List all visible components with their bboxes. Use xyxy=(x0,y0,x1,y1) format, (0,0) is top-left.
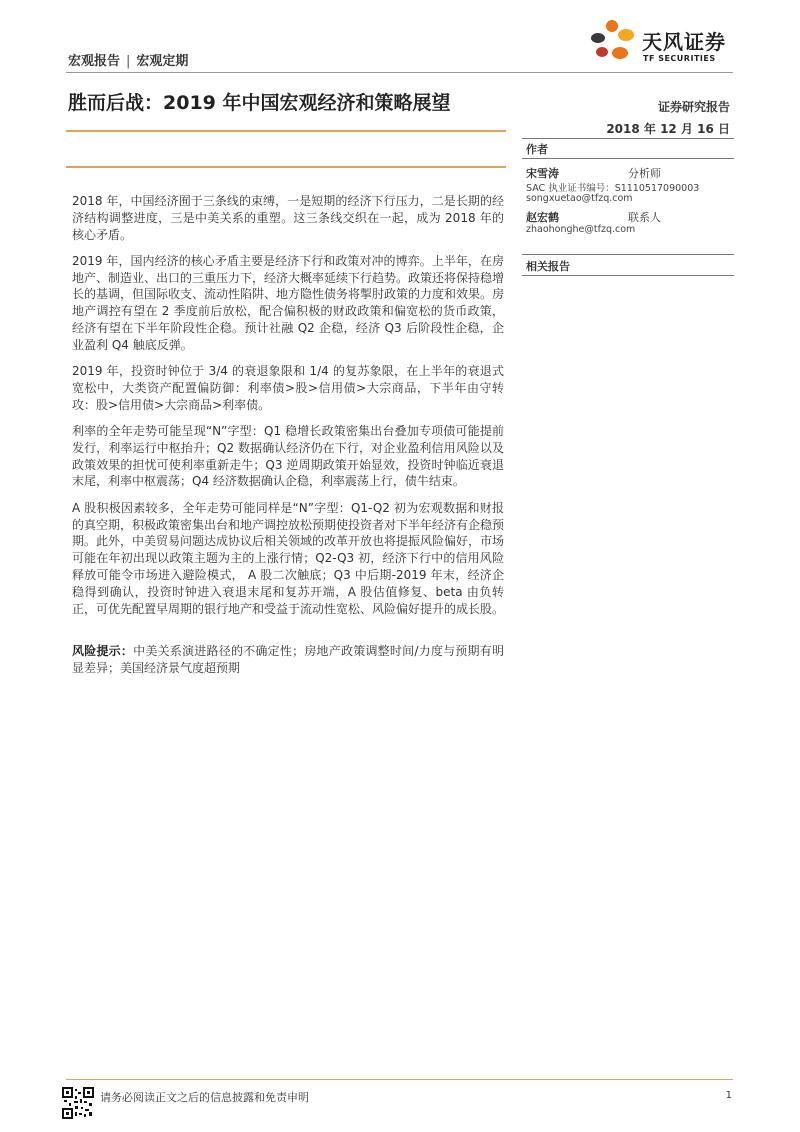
risk-text: 中美关系演进路径的不确定性；房地产政策调整时间/力度与预期有明显差异；美国经济景气度超预期 xyxy=(72,644,504,676)
footer-divider xyxy=(66,1079,733,1080)
summary-divider xyxy=(66,166,506,168)
body-paragraph: A 股积极因素较多，全年走势可能同样是“N”字型：Q1-Q2 初为宏观数据和财报的真空期，积极政策密集出台和地产调控放松预期使投资者对下半年经济有企稳预期。此外，中美贸易问题达成协议后相关领域的改革开放也将提振风险偏好，市场可能在年初出现以政策主题为主的上涨行情；Q2-Q3 初，经济下行中的信用风险释放可能令市场进入避险模式， A 股二次触底；Q3 中后期-2019 年末，经济企稳得到确认，投资时钟进入衰退末尾和复苏开端，A 股估值修复、beta 由负转正，可优先配置早周期的银行地产和受益于流动性宽松、风险偏好提升的成长股。 xyxy=(72,500,505,616)
body-paragraph: 利率的全年走势可能呈现“N”字型：Q1 稳增长政策密集出台叠加专项债可能提前发行，利率运行中枢抬升；Q2 数据确认经济仍在下行，对企业盈利信用风险以及政策效果的担忧可使利率重新走牛；Q3 逆周期政策开始显效，投资时钟临近衰退末尾，利率中枢震荡；Q4 经济数据确认企稳，利率震荡上行，债牛结束。 xyxy=(72,424,504,489)
brand-name-en: TF SECURITIES xyxy=(643,54,716,63)
summary-body xyxy=(72,193,504,686)
logo-center xyxy=(609,37,615,43)
author-email[interactable]: zhaohonghe@tfzq.com xyxy=(526,224,636,235)
logo-petal xyxy=(612,47,628,59)
page-number: 1 xyxy=(725,1090,732,1101)
page-title: 胜而后战：2019 年中国宏观经济和策略展望 xyxy=(68,92,451,114)
breadcrumb xyxy=(68,50,188,69)
authors-heading: 作者 xyxy=(526,143,548,156)
body-paragraph: 2019 年，国内经济的核心矛盾主要是经济下行和政策对冲的博弈。上半年，在房地产、制造业、出口的三重压力下，经济大概率延续下行趋势。政策还将保持稳增长的基调，但国际收支、流动性陷阱、地方隐性债务将掣肘政策的力度和效果。房地产调控有望在 2 季度前后放松，配合偏积极的财政政策和偏宽松的货币政策，经济有望在下半年阶段性企稳。预计社融 Q2 企稳，经济 Q3 后阶段性企稳，企业盈利 Q4 触底反弹。 xyxy=(72,253,505,352)
logo-petal xyxy=(591,33,605,43)
breadcrumb-separator: | xyxy=(126,54,131,69)
report-category: 宏观报告 xyxy=(68,54,121,69)
author-name: 宋雪涛 xyxy=(526,167,559,180)
report-type: 证券研究报告 xyxy=(657,100,730,114)
footer-disclaimer: 请务必阅读正文之后的信息披露和免责申明 xyxy=(100,1091,309,1104)
risk-warning xyxy=(72,643,504,677)
body-paragraph: 2019 年，投资时钟位于 3/4 的衰退象限和 1/4 的复苏象限，在上半年的衰退式宽松中，大类资产配置偏防御：利率债>股>信用债>大宗商品，下半年由守转攻：股>信用债>大宗商品>利率债。 xyxy=(72,364,504,412)
header-divider xyxy=(66,72,733,73)
authors-top-rule xyxy=(522,138,734,139)
author-email[interactable]: songxuetao@tfzq.com xyxy=(526,193,633,204)
related-bottom-rule xyxy=(522,275,734,276)
logo-petal xyxy=(596,47,608,57)
author-name: 赵宏鹤 xyxy=(526,211,559,224)
author-role: 分析师 xyxy=(628,167,661,180)
risk-label: 风险提示： xyxy=(72,644,134,659)
logo-petals xyxy=(591,20,634,59)
author-certificate: SAC 执业证书编号：S1110517090003 xyxy=(526,183,700,194)
brand-name-cn: 天风证券 xyxy=(642,30,726,54)
logo-petal xyxy=(618,29,634,41)
report-date: 2018 年 12 月 16 日 xyxy=(606,122,730,136)
logo-petal xyxy=(606,20,618,32)
authors-bottom-rule xyxy=(522,158,734,159)
title-underline xyxy=(66,130,506,132)
author-role: 联系人 xyxy=(628,211,661,224)
qr-code-icon xyxy=(62,1087,94,1119)
related-top-rule xyxy=(522,254,734,255)
related-reports-heading: 相关报告 xyxy=(526,260,570,273)
report-subcategory: 宏观定期 xyxy=(136,54,189,69)
body-paragraph: 2018 年，中国经济囿于三条线的束缚，一是短期的经济下行压力，二是长期的经济结构调整进度，三是中美关系的重塑。这三条线交织在一起，成为 2018 年的核心矛盾。 xyxy=(72,194,504,242)
